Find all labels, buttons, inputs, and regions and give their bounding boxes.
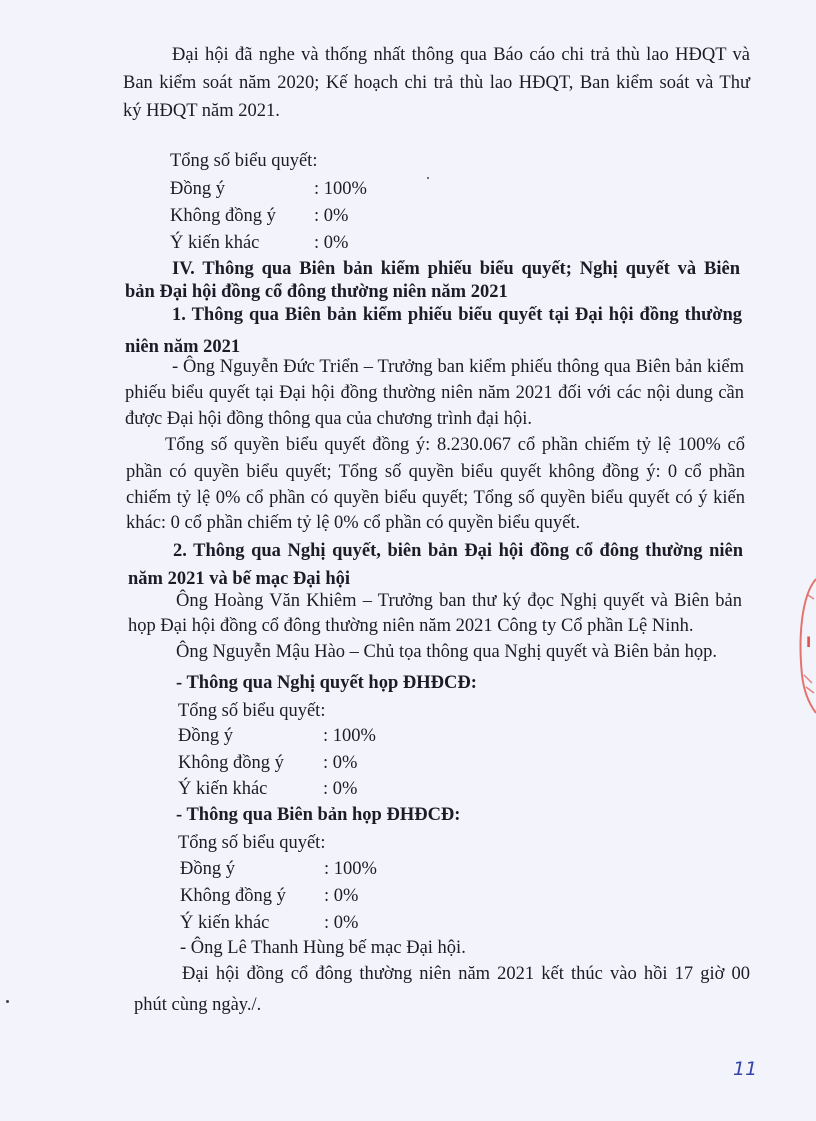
vote-other-value: : 0% [324,913,359,933]
paragraph-line: - Ông Nguyễn Đức Triển – Trưởng ban kiểm phiếu thông qua Biên bản kiểm [172,357,744,377]
vote-agree-label: Đồng ý [170,179,225,199]
stamp-icon [794,575,816,715]
vote-other-label: Ý kiến khác [178,779,268,799]
vote-disagree-label: Không đồng ý [170,206,276,226]
vote-disagree-label: Không đồng ý [180,886,286,906]
paragraph-line: Ban kiểm soát năm 2020; Kế hoạch chi trả thù lao HĐQT, Ban kiểm soát và Thư [123,73,750,93]
page-number: 11 [733,1058,758,1080]
paragraph-line: được Đại hội đồng thông qua của chương trình đại hội. [125,409,532,429]
paragraph-line: chiếm tỷ lệ 0% cổ phần có quyền biểu quyết; Tổng số quyền biểu quyết có ý kiến [126,488,745,508]
vote-other-value: : 0% [323,779,358,799]
vote-other-label: Ý kiến khác [180,913,270,933]
paragraph-line: phần có quyền biểu quyết; Tổng số quyền biểu quyết không đồng ý: 0 cổ phần [126,462,745,482]
subsection-heading: 1. Thông qua Biên bản kiểm phiếu biểu quyết tại Đại hội đồng thường [172,305,742,325]
paragraph-line: ký HĐQT năm 2021. [123,101,280,121]
paragraph-line: Tổng số quyền biểu quyết đồng ý: 8.230.067 cổ phần chiếm tỷ lệ 100% cổ [165,435,745,455]
scan-speck [427,177,429,179]
vote-total-label: Tổng số biểu quyết: [170,151,318,171]
subsection-heading: niên năm 2021 [125,337,241,357]
vote-other-label: Ý kiến khác [170,233,260,253]
paragraph-line: khác: 0 cổ phần chiếm tỷ lệ 0% cổ phần có quyền biểu quyết. [126,513,581,533]
vote-disagree-label: Không đồng ý [178,753,284,773]
vote-agree-label: Đồng ý [178,726,233,746]
subsection-heading: năm 2021 và bế mạc Đại hội [128,569,350,589]
paragraph-line: họp Đại hội đồng cổ đông thường niên năm 2021 Công ty Cổ phần Lệ Ninh. [128,616,694,636]
paragraph-line: Đại hội đồng cổ đông thường niên năm 2021 kết thúc vào hồi 17 giờ 00 [182,964,750,984]
vote-agree-value: : 100% [324,859,377,879]
scan-speck [6,1000,9,1003]
vote-heading: - Thông qua Nghị quyết họp ĐHĐCĐ: [176,673,477,693]
vote-agree-value: : 100% [314,179,367,199]
paragraph-line: Ông Nguyễn Mậu Hào – Chủ tọa thông qua Nghị quyết và Biên bản họp. [176,642,718,662]
section-heading: bản Đại hội đồng cổ đông thường niên năm 2021 [125,282,508,302]
vote-disagree-value: : 0% [323,753,358,773]
vote-heading: - Thông qua Biên bản họp ĐHĐCĐ: [176,805,461,825]
paragraph-line: Đại hội đã nghe và thống nhất thông qua Báo cáo chi trả thù lao HĐQT và [172,45,750,65]
vote-total-label: Tổng số biểu quyết: [178,833,326,853]
vote-disagree-value: : 0% [314,206,349,226]
paragraph-line: phút cùng ngày./. [134,995,262,1015]
svg-text:I: I [806,635,812,651]
vote-other-value: : 0% [314,233,349,253]
section-heading: IV. Thông qua Biên bản kiểm phiếu biểu quyết; Nghị quyết và Biên [172,259,740,279]
vote-agree-value: : 100% [323,726,376,746]
closing-line: - Ông Lê Thanh Hùng bế mạc Đại hội. [180,938,466,958]
vote-disagree-value: : 0% [324,886,359,906]
paragraph-line: phiếu biểu quyết tại Đại hội đồng thường niên năm 2021 đối với các nội dung cần [125,383,744,403]
vote-agree-label: Đồng ý [180,859,235,879]
subsection-heading: 2. Thông qua Nghị quyết, biên bản Đại hội đồng cổ đông thường niên [173,541,743,561]
vote-total-label: Tổng số biểu quyết: [178,701,326,721]
paragraph-line: Ông Hoàng Văn Khiêm – Trưởng ban thư ký đọc Nghị quyết và Biên bản [176,591,742,611]
